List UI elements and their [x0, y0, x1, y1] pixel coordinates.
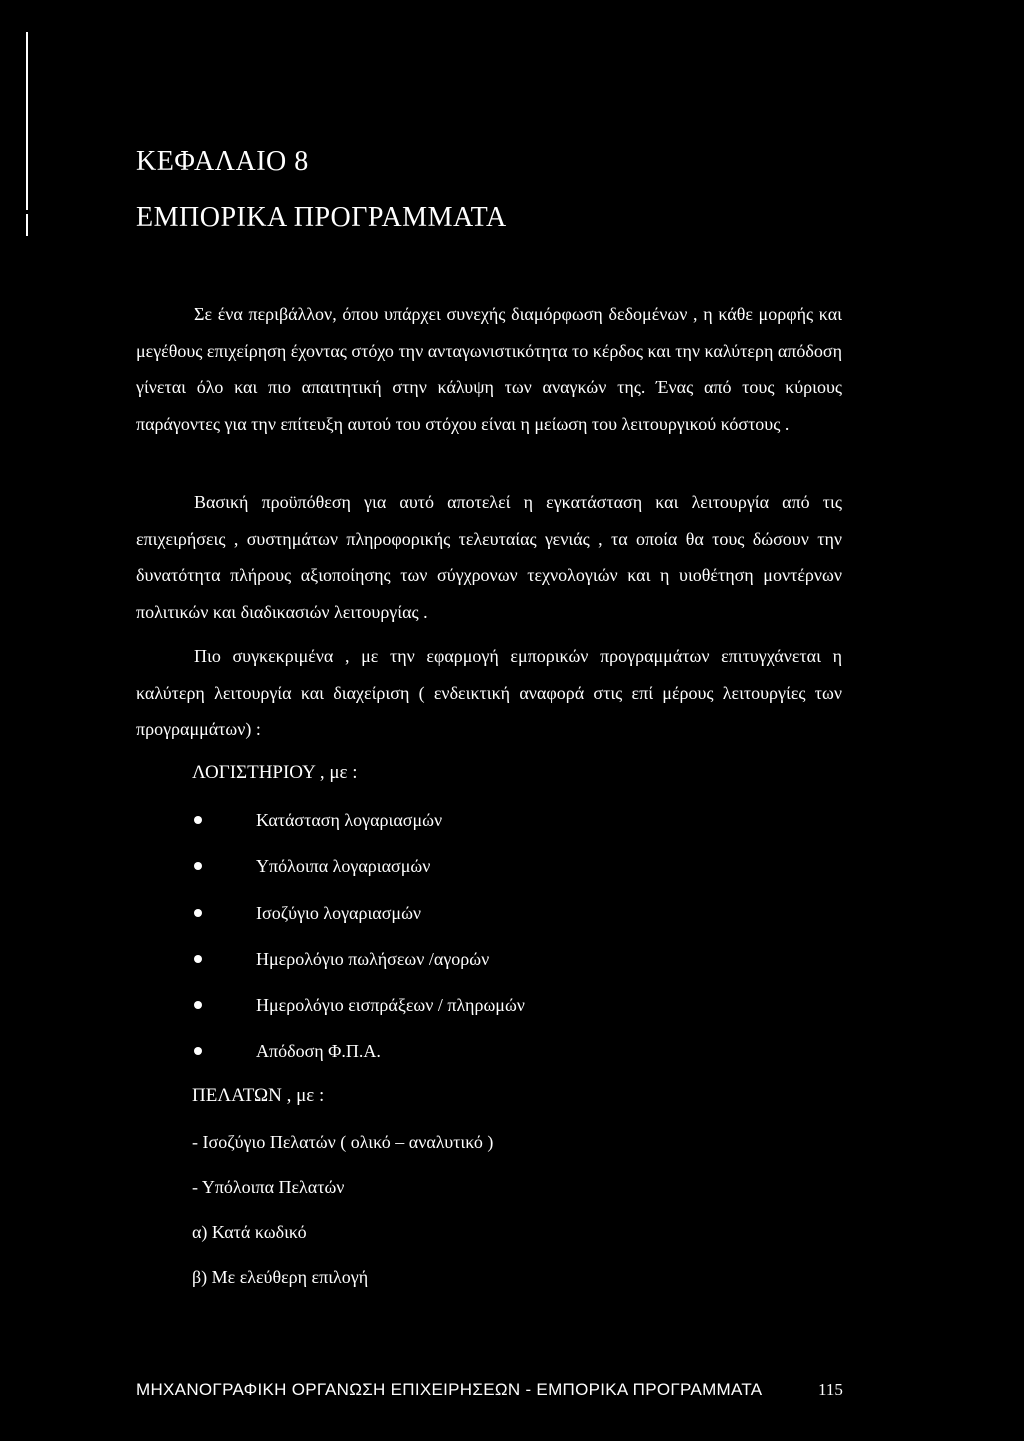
bullet-icon: [194, 955, 202, 963]
customers-heading: ΠΕΛΑΤΩΝ , με :: [192, 1085, 325, 1106]
bullet-icon: [194, 909, 202, 917]
margin-rule-lower: [26, 214, 28, 236]
bullet-icon: [194, 1001, 202, 1009]
customers-line-by-code: α) Κατά κωδικό: [192, 1222, 307, 1242]
list-item: [192, 843, 525, 889]
paragraph-prerequisite-text: Βασική προϋπόθεση για αυτό αποτελεί η εγκατάσταση και λειτουργία από τις επιχειρήσεις , συστημάτων πληροφορικής τελευταίας γενιάς , τα οποία θα τους δώσουν την δυνατότητα πλήρους αξιοποίησης των σύγχρονων τεχνολογιών και η υιοθέτηση μοντέρνων πολιτικών και διαδικασιών λειτουργίας .: [136, 492, 842, 622]
margin-rule: [26, 32, 28, 210]
list-item-label: Απόδοση Φ.Π.Α.: [256, 1041, 381, 1062]
list-item: [192, 982, 525, 1028]
customers-line-balance-sheet: - Ισοζύγιο Πελατών ( ολικό – αναλυτικό ): [192, 1132, 494, 1152]
paragraph-prerequisite: [136, 484, 842, 630]
chapter-number: ΚΕΦΑΛΑΙΟ 8: [136, 146, 309, 177]
paragraph-specifics: [136, 638, 842, 748]
bullet-icon: [194, 816, 202, 824]
list-item: [192, 1028, 525, 1074]
accounting-heading: ΛΟΓΙΣΤΗΡΙΟΥ , με :: [192, 762, 358, 783]
running-footer: ΜΗΧΑΝΟΓΡΑΦΙΚΗ ΟΡΓΑΝΩΣΗ ΕΠΙΧΕΙΡΗΣΕΩΝ - ΕΜΠΟΡΙΚΑ ΠΡΟΓΡΑΜΜΑΤΑ: [136, 1380, 763, 1399]
chapter-title: ΕΜΠΟΡΙΚΑ ΠΡΟΓΡΑΜΜΑΤΑ: [136, 202, 507, 233]
customers-line-balances: - Υπόλοιπα Πελατών: [192, 1177, 345, 1197]
list-item-label: Κατάσταση λογαριασμών: [256, 810, 443, 830]
page-number: 115: [818, 1380, 843, 1399]
customers-line-free-choice: β) Με ελεύθερη επιλογή: [192, 1267, 369, 1287]
accounting-list: [192, 797, 525, 1075]
list-item-label: Ημερολόγιο πωλήσεων /αγορών: [256, 948, 490, 969]
list-item: [192, 936, 525, 982]
list-item: [192, 890, 525, 936]
list-item-label: Ημερολόγιο εισπράξεων / πληρωμών: [256, 995, 525, 1016]
list-item: [192, 797, 525, 843]
bullet-icon: [194, 862, 202, 870]
paragraph-intro-text: Σε ένα περιβάλλον, όπου υπάρχει συνεχής διαμόρφωση δεδομένων , η κάθε μορφής και μεγέθους επιχείρηση έχοντας στόχο την ανταγωνιστικότητα το κέρδος και την καλύτερη απόδοση γίνεται όλο και πιο απαιτητική στην κάλυψη των αναγκών της. Ένας από τους κύριους παράγοντες για την επίτευξη αυτού του στόχου είναι η μείωση του λειτουργικού κόστους .: [136, 304, 842, 434]
list-item-label: Υπόλοιπα λογαριασμών: [256, 856, 431, 877]
list-item-label: Ισοζύγιο λογαριασμών: [256, 902, 422, 923]
paragraph-intro: [136, 296, 842, 442]
bullet-icon: [194, 1047, 202, 1055]
paragraph-specifics-text: Πιο συγκεκριμένα , με την εφαρμογή εμπορικών προγραμμάτων επιτυγχάνεται η καλύτερη λειτουργία και διαχείριση ( ενδεικτική αναφορά στις επί μέρους λειτουργίες των προγραμμάτων) :: [136, 646, 842, 739]
